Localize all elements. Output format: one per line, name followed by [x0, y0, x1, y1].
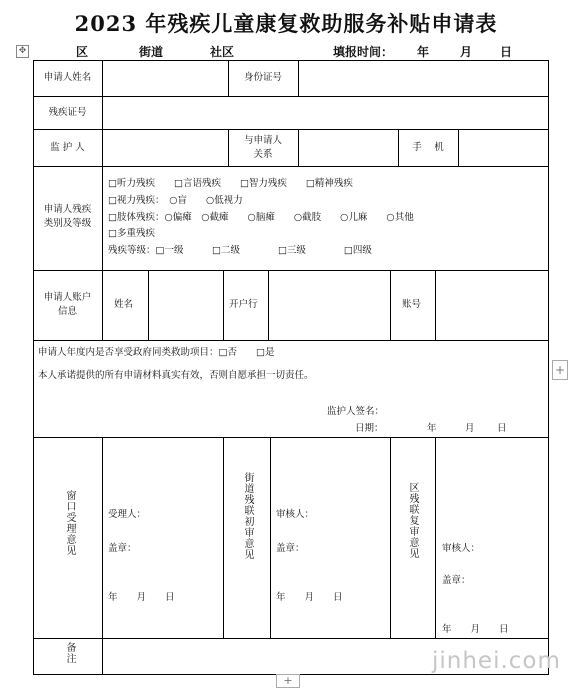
disability-type-line4[interactable]: □多重残疾	[108, 228, 155, 239]
street-opinion-label: 街道残联初审意见	[242, 472, 253, 560]
sign-month-label: 月	[465, 423, 475, 434]
district-label: 区	[76, 45, 89, 59]
remark-label: 备注	[64, 642, 75, 664]
category-label-line2: 类别及等级	[43, 218, 92, 229]
relation-label-line2: 关系	[253, 149, 273, 160]
add-column-icon[interactable]: +	[276, 674, 300, 688]
district-reviewer-label: 审核人：	[442, 543, 481, 554]
street-label: 街道	[139, 45, 164, 59]
district-seal-label: 盖章：	[442, 575, 471, 586]
sign-year-label: 年	[427, 423, 437, 434]
relation-label-line1: 与申请人	[243, 135, 282, 146]
mobile-label: 手 机	[412, 142, 444, 153]
bank-label: 开户行	[229, 299, 258, 310]
district-opinion-label: 区残联复审意见	[407, 482, 418, 559]
sign-date-label: 日期：	[355, 423, 384, 434]
form-title: 2023 年残疾儿童康复救助服务补贴申请表	[74, 11, 498, 36]
fill-month-label: 月	[460, 45, 473, 59]
guardian-label: 监 护 人	[50, 142, 85, 153]
street-seal-label: 盖章：	[276, 543, 305, 554]
account-name-label: 姓名	[114, 299, 134, 310]
disability-type-line1[interactable]: □听力残疾 □言语残疾 □智力残疾 □精神残疾	[108, 178, 353, 189]
street-date-label: 年 月 日	[276, 592, 343, 603]
sign-day-label: 日	[497, 423, 507, 434]
category-label-line1: 申请人残疾	[43, 204, 92, 215]
applicant-name-label: 申请人姓名	[43, 72, 92, 83]
community-label: 社区	[210, 45, 235, 59]
disability-type-line3[interactable]: □肢体残疾：○偏瘫 ○截瘫 ○脑瘫 ○截肢 ○儿麻 ○其他	[108, 212, 414, 223]
disability-cert-label: 残疾证号	[48, 107, 87, 118]
add-row-icon[interactable]: +	[552, 360, 568, 380]
fill-year-label: 年	[417, 45, 430, 59]
table-move-handle-icon[interactable]: ✥	[16, 45, 29, 58]
street-reviewer-label: 审核人：	[276, 509, 315, 520]
receiver-label: 受理人：	[108, 509, 147, 520]
account-label-line2: 信息	[57, 306, 77, 317]
fill-day-label: 日	[500, 45, 513, 59]
promise-statement: 本人承诺提供的所有申请材料真实有效，否则自愿承担一切责任。	[38, 370, 314, 381]
guardian-sign-label: 监护人签名：	[327, 406, 385, 417]
window-opinion-label: 窗口受理意见	[64, 490, 75, 556]
id-number-label: 身份证号	[243, 72, 282, 83]
window-date-label: 年 月 日	[108, 592, 175, 603]
window-seal-label: 盖章：	[108, 543, 137, 554]
disability-type-line2[interactable]: □视力残疾： ○盲 ○低视力	[108, 195, 243, 206]
other-aid-question[interactable]: 申请人年度内是否享受政府同类救助项目：□否 □是	[38, 347, 275, 358]
account-label-line1: 申请人账户	[43, 292, 92, 303]
fill-time-label: 填报时间：	[333, 45, 394, 59]
watermark: jinhei.com	[432, 648, 561, 674]
district-date-label: 年 月 日	[442, 624, 509, 635]
account-number-label: 账号	[402, 299, 422, 310]
disability-grade-line[interactable]: 残疾等级：□一级 □二级 □三级 □四级	[108, 245, 372, 256]
